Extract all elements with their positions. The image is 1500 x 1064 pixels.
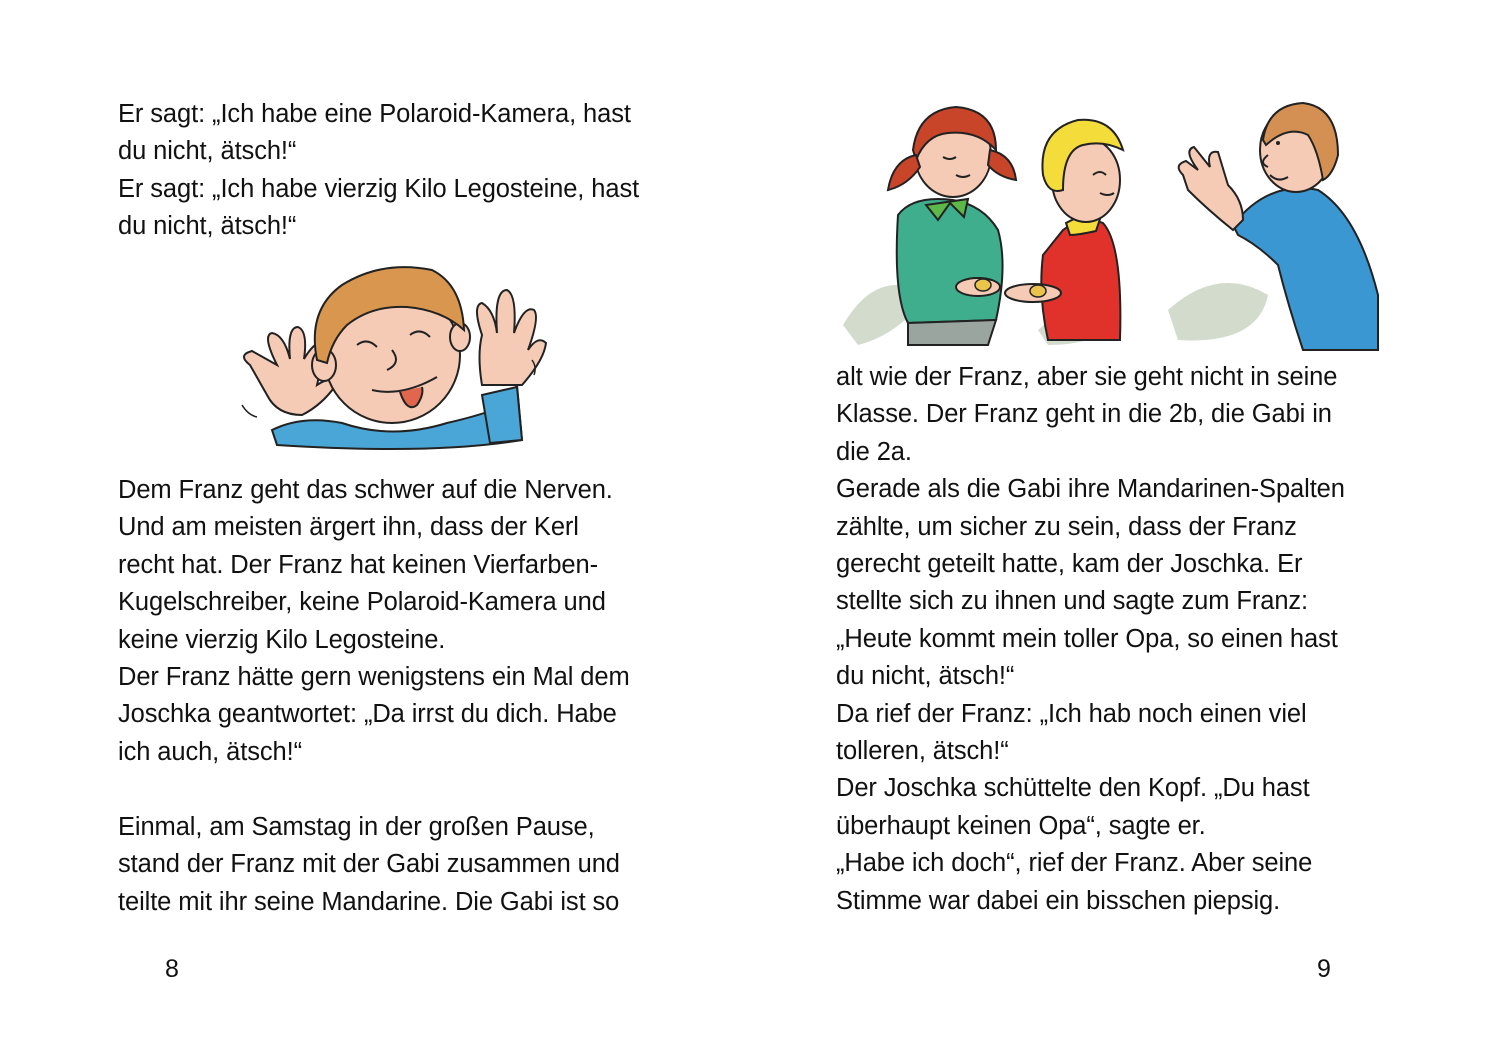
text-line: Da rief der Franz: „Ich hab noch einen viel [836,699,1307,728]
illustration-three-children [838,95,1393,353]
text-line: keine vierzig Kilo Legosteine. [118,625,446,654]
text-line: teilte mit ihr seine Mandarine. Die Gabi ist so [118,887,620,916]
text-line: Dem Franz geht das schwer auf die Nerven. [118,476,613,504]
text-line: Stimme war dabei ein bisschen piepsig. [836,886,1281,915]
text-line: recht hat. Der Franz hat keinen Vierfarben- [118,550,598,579]
text-line: Der Joschka schüttelte den Kopf. „Du hast [836,774,1310,803]
text-line: die 2a. [836,437,912,466]
text-line: Er sagt: „Ich habe vierzig Kilo Legosteine, hast [118,174,640,203]
text-line: Joschka geantwortet: „Da irrst du dich. Habe [118,700,617,729]
text-line: Einmal, am Samstag in der großen Pause, [118,813,595,841]
text-line: gerecht geteilt hatte, kam der Joschka. Er [836,550,1303,579]
text-line: tolleren, ätsch!“ [836,737,1009,766]
page-number-right: 9 [1317,955,1331,983]
illustration-boy-sticking-out-tongue [232,255,552,455]
text-line: du nicht, ätsch!“ [118,137,297,166]
paragraph-franz-annoyed [118,472,630,771]
text-line: Klasse. Der Franz geht in die 2b, die Gabi in [836,400,1332,429]
text-line: du nicht, ätsch!“ [118,212,297,241]
text-line: Gerade als die Gabi ihre Mandarinen-Spalten [836,475,1345,504]
right-page [750,0,1500,1064]
paragraph-intro [118,96,639,246]
text-line: du nicht, ätsch!“ [836,662,1015,691]
text-line: „Heute kommt mein toller Opa, so einen hast [836,624,1338,653]
boy-illustration-icon [232,255,552,455]
page-number-left: 8 [165,955,179,983]
text-line: Kugelschreiber, keine Polaroid-Kamera und [118,588,606,617]
text-line: stand der Franz mit der Gabi zusammen und [118,850,620,879]
text-line: Er sagt: „Ich habe eine Polaroid-Kamera, hast [118,100,631,128]
text-line: Der Franz hätte gern wenigstens ein Mal dem [118,663,630,692]
text-line: alt wie der Franz, aber sie geht nicht in seine [836,363,1338,391]
text-line: „Habe ich doch“, rief der Franz. Aber seine [836,849,1313,878]
paragraph-joschka-arrives [836,359,1345,920]
text-line: stellte sich zu ihnen und sagte zum Franz: [836,587,1309,616]
text-line: zählte, um sicher zu sein, dass der Franz [836,512,1297,541]
text-line: Und am meisten ärgert ihn, dass der Kerl [118,513,579,542]
paragraph-saturday [118,809,620,921]
text-line: ich auch, ätsch!“ [118,737,302,766]
children-illustration-icon [838,95,1393,353]
text-line: überhaupt keinen Opa“, sagte er. [836,811,1206,840]
